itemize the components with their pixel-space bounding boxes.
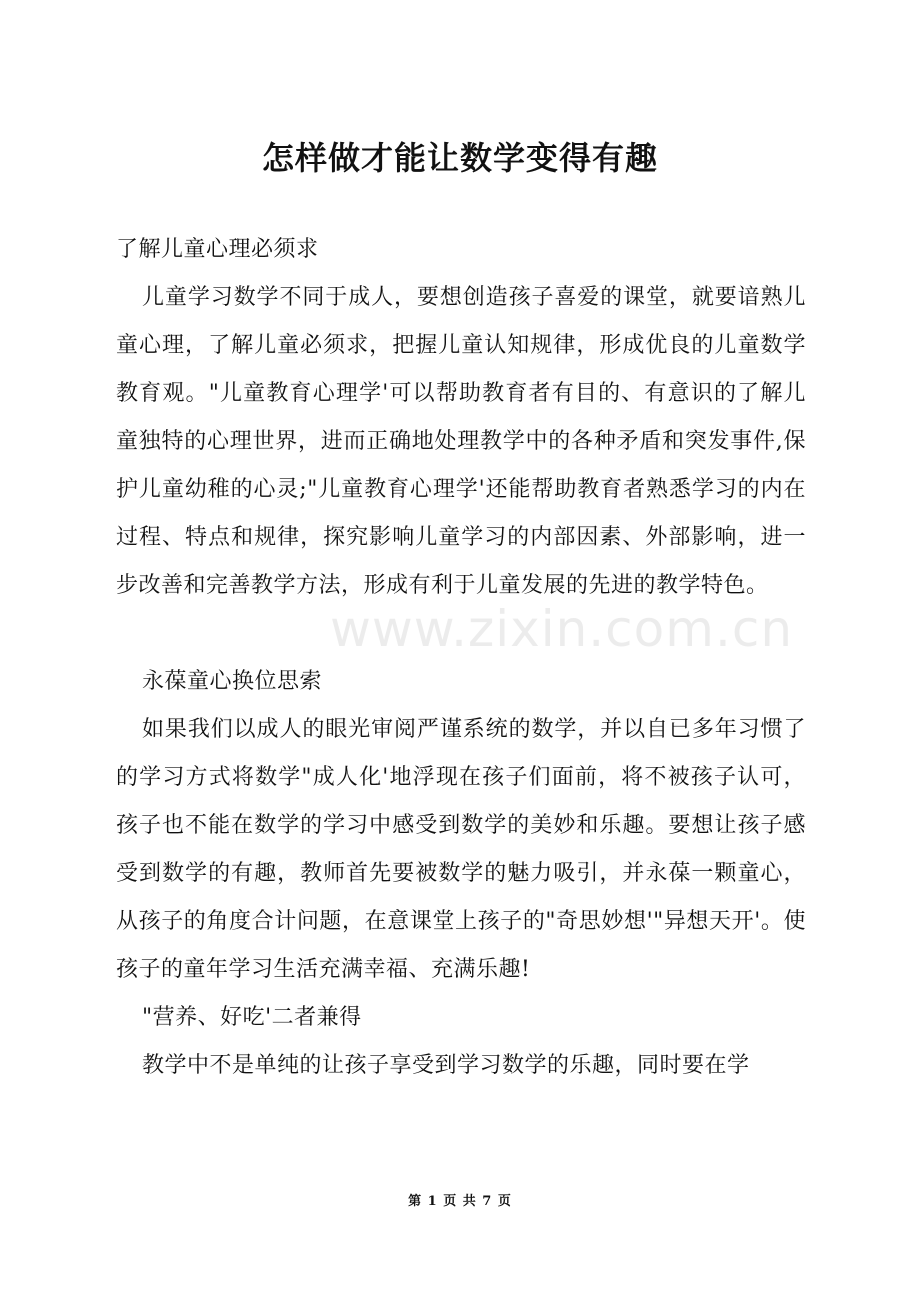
body-paragraph: 教学中不是单纯的让孩子享受到学习数学的乐趣，同时要在学: [142, 1053, 750, 1078]
section-heading: "营养、好吃'二者兼得: [142, 1005, 362, 1030]
section-heading: 了解儿童心理必须求: [116, 237, 319, 262]
page-title: 怎样做才能让数学变得有趣: [261, 139, 658, 177]
body-paragraph: 如果我们以成人的眼光审阅严谨系统的数学，并以自已多年习惯了的学习方式将数学"成人化'地浮现在孩子们面前，将不被孩子认可，孩子也不能在数学的学习中感受到数学的美妙和乐趣。要想让孩子感受到数学的有趣，教师首先要被数学的魅力吸引，并永葆一颗童心，从孩子的角度合计问题，在意课堂上孩子的"奇思妙想'"异想天开'。使孩子的童年学习生活充满幸福、充满乐趣!: [116, 717, 806, 982]
paragraph-spacer: [116, 610, 806, 658]
document-body: [116, 226, 806, 1090]
section-heading: 永葆童心换位思索: [142, 669, 323, 694]
page-number-footer: 第 1 页 共 7 页: [408, 1194, 512, 1209]
watermark-text: www.zixin.com.cn: [330, 600, 794, 658]
body-paragraph: 儿童学习数学不同于成人，要想创造孩子喜爱的课堂，就要谙熟儿童心理，了解儿童必须求，把握儿童认知规律，形成优良的儿童数学教育观。"儿童教育心理学'可以帮助教育者有目的、有意识的了解儿童独特的心理世界，进而正确地处理教学中的各种矛盾和突发事件,保护儿童幼稚的心灵;"儿童教育心理学'还能帮助教育者熟悉学习的内在过程、特点和规律，探究影响儿童学习的内部因素、外部影响，进一步改善和完善教学方法，形成有利于儿童发展的先进的教学特色。: [116, 285, 806, 598]
